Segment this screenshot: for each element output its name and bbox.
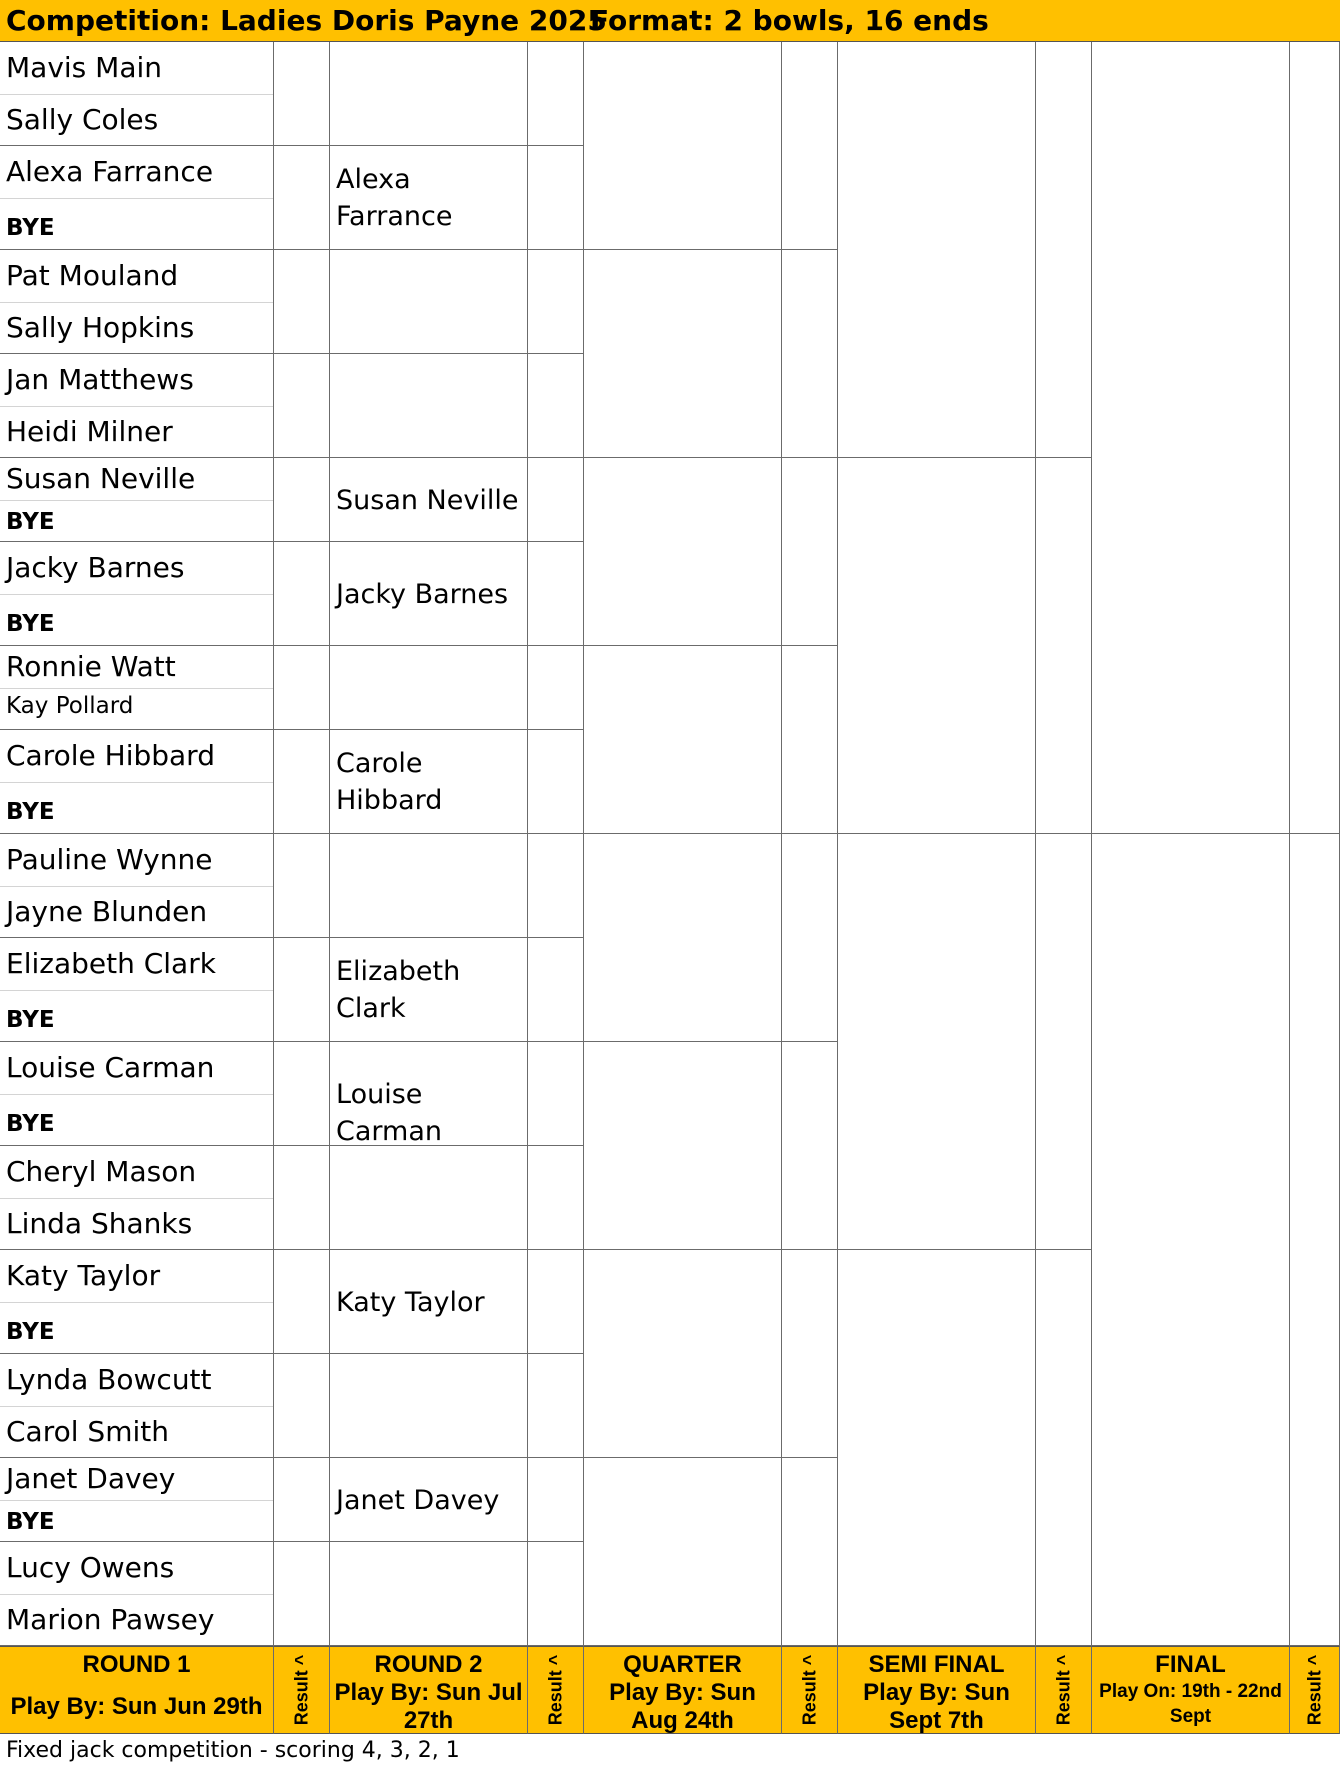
- semi-deadline: Play By: Sun: [863, 1679, 1010, 1706]
- r2-result-cell: [528, 1250, 584, 1354]
- bye-slot: BYE: [6, 1007, 55, 1033]
- quarter-footer: [584, 1646, 782, 1734]
- r2-result-cell: [528, 1354, 584, 1458]
- r1-result-cell: [274, 1542, 330, 1646]
- competition-title: Competition: Ladies Doris Payne 2025: [6, 4, 607, 37]
- r1-result-cell: [274, 250, 330, 354]
- round2-player-name: Susan Neville: [336, 484, 519, 516]
- r2-result-cell: [528, 458, 584, 542]
- final-name-cell: [1092, 834, 1290, 1646]
- r1-result-cell: [274, 354, 330, 458]
- player-name: Louise Carman: [6, 1051, 215, 1084]
- player-name: Cheryl Mason: [6, 1155, 197, 1188]
- r1-result-cell: [274, 458, 330, 542]
- r1-result-cell: [274, 42, 330, 146]
- final-result-label: Result ^: [1290, 1646, 1340, 1734]
- r2-result-cell: [528, 250, 584, 354]
- round2-player-name: Jacky Barnes: [336, 578, 509, 610]
- r2-name-cell: [330, 1354, 528, 1458]
- quarter-deadline: Play By: Sun: [609, 1679, 756, 1706]
- r2-result-cell: [528, 1146, 584, 1250]
- r2-result-cell: [528, 354, 584, 458]
- r1-result-cell: [274, 834, 330, 938]
- r2-result-cell: [528, 1458, 584, 1542]
- player-name: Elizabeth Clark: [6, 947, 216, 980]
- final-result-cell: [1290, 834, 1340, 1646]
- r2-result-cell: [528, 146, 584, 250]
- r1-result-cell: [274, 1042, 330, 1146]
- quarter-title: QUARTER: [623, 1651, 742, 1678]
- quarter-name-cell: [584, 1250, 782, 1458]
- player-name: Lynda Bowcutt: [6, 1363, 212, 1396]
- competition-header: [0, 0, 1340, 42]
- bye-slot: BYE: [6, 611, 55, 637]
- r2-name-cell: [330, 1542, 528, 1646]
- semi-deadline-date: Sept 7th: [889, 1707, 984, 1734]
- quarter-name-cell: [584, 458, 782, 646]
- player-name: Jacky Barnes: [6, 551, 185, 584]
- player-name: Carole Hibbard: [6, 739, 215, 772]
- round2-player-name: Carole Hibbard: [336, 748, 443, 816]
- final-dates-month: Sept: [1169, 1706, 1212, 1727]
- bye-slot: BYE: [6, 1509, 55, 1535]
- final-name-cell: [1092, 42, 1290, 834]
- player-name: Mavis Main: [6, 51, 162, 84]
- final-dates: Play On: 19th - 22nd: [1099, 1681, 1282, 1702]
- semi-result-cell: [1036, 1250, 1092, 1646]
- player-name: Alexa Farrance: [6, 155, 214, 188]
- player-name: Sally Coles: [6, 103, 159, 136]
- r2-result-cell: [528, 730, 584, 834]
- bye-slot: BYE: [6, 799, 55, 825]
- r1-result-cell: [274, 1354, 330, 1458]
- semi-result-cell: [1036, 458, 1092, 834]
- r2-result-cell: [528, 1042, 584, 1146]
- player-name: Pat Mouland: [6, 259, 179, 292]
- quarter-result-cell: [782, 250, 838, 458]
- round1-result-label: Result ^: [274, 1646, 330, 1734]
- round2-footer: [330, 1646, 528, 1734]
- quarter-deadline-date: Aug 24th: [631, 1707, 734, 1734]
- round2-player-name: Alexa Farrance: [336, 164, 453, 232]
- round2-player-name: Louise Carman: [336, 1078, 442, 1147]
- quarter-result-cell: [782, 1458, 838, 1646]
- bye-slot: BYE: [6, 509, 55, 535]
- player-name: Jayne Blunden: [6, 895, 208, 928]
- r2-result-cell: [528, 938, 584, 1042]
- semi-footer: [838, 1646, 1036, 1734]
- competition-format: Format: 2 bowls, 16 ends: [590, 4, 989, 37]
- player-name: Heidi Milner: [6, 415, 173, 448]
- round2-player-name: Janet Davey: [336, 1484, 500, 1516]
- player-name: Susan Neville: [6, 462, 196, 495]
- round2-title: ROUND 2: [374, 1651, 483, 1678]
- r2-result-cell: [528, 834, 584, 938]
- player-name: Jan Matthews: [6, 363, 194, 396]
- r2-name-cell: [330, 250, 528, 354]
- player-name: Katy Taylor: [6, 1259, 161, 1292]
- r2-name-cell: [330, 354, 528, 458]
- quarter-result-cell: [782, 458, 838, 646]
- round2-deadline-date: 27th: [403, 1707, 454, 1734]
- final-title: FINAL: [1155, 1651, 1226, 1678]
- r2-name-cell: [330, 834, 528, 938]
- r2-name-cell: [330, 1146, 528, 1250]
- round2-player-name: Elizabeth Clark: [336, 956, 461, 1024]
- r1-result-cell: [274, 938, 330, 1042]
- semi-name-cell: [838, 1250, 1036, 1646]
- round2-result-label: Result ^: [528, 1646, 584, 1734]
- r1-result-cell: [274, 1458, 330, 1542]
- quarter-result-cell: [782, 42, 838, 250]
- final-result-cell: [1290, 42, 1340, 834]
- bye-slot: BYE: [6, 1111, 55, 1137]
- quarter-name-cell: [584, 1042, 782, 1250]
- round1-title: ROUND 1: [82, 1651, 191, 1678]
- r2-result-cell: [528, 646, 584, 730]
- r2-name-cell: [330, 42, 528, 146]
- player-name: Carol Smith: [6, 1415, 169, 1448]
- player-name: Linda Shanks: [6, 1207, 193, 1240]
- quarter-result-cell: [782, 1250, 838, 1458]
- bye-slot: BYE: [6, 1319, 55, 1345]
- r2-name-cell: [330, 646, 528, 730]
- round2-player-name: Katy Taylor: [336, 1286, 485, 1318]
- round2-deadline: Play By: Sun Jul: [334, 1679, 523, 1706]
- quarter-result-cell: [782, 646, 838, 834]
- quarter-name-cell: [584, 250, 782, 458]
- quarter-name-cell: [584, 834, 782, 1042]
- r1-result-cell: [274, 1250, 330, 1354]
- scoring-note: Fixed jack competition - scoring 4, 3, 2, 1: [6, 1738, 460, 1763]
- quarter-name-cell: [584, 42, 782, 250]
- final-footer: [1092, 1646, 1290, 1734]
- player-name: Lucy Owens: [6, 1551, 175, 1584]
- player-name: Ronnie Watt: [6, 650, 176, 683]
- quarter-result-cell: [782, 1042, 838, 1250]
- semi-name-cell: [838, 834, 1036, 1250]
- player-name: Pauline Wynne: [6, 843, 213, 876]
- r2-result-cell: [528, 1542, 584, 1646]
- round1-footer: [0, 1646, 274, 1734]
- r1-result-cell: [274, 146, 330, 250]
- r2-result-cell: [528, 542, 584, 646]
- semi-result-cell: [1036, 42, 1092, 458]
- r1-result-cell: [274, 1146, 330, 1250]
- quarter-name-cell: [584, 1458, 782, 1646]
- player-name: Janet Davey: [6, 1462, 176, 1495]
- semi-result-cell: [1036, 834, 1092, 1250]
- r1-result-cell: [274, 646, 330, 730]
- bye-slot: BYE: [6, 215, 55, 241]
- quarter-result-label: Result ^: [782, 1646, 838, 1734]
- semi-name-cell: [838, 458, 1036, 834]
- semi-title: SEMI FINAL: [868, 1651, 1005, 1678]
- player-name: Marion Pawsey: [6, 1603, 215, 1636]
- semi-name-cell: [838, 42, 1036, 458]
- r2-result-cell: [528, 42, 584, 146]
- r1-result-cell: [274, 730, 330, 834]
- quarter-result-cell: [782, 834, 838, 1042]
- round1-deadline: Play By: Sun Jun 29th: [10, 1693, 263, 1720]
- quarter-name-cell: [584, 646, 782, 834]
- semi-result-label: Result ^: [1036, 1646, 1092, 1734]
- r1-result-cell: [274, 542, 330, 646]
- player-name: Kay Pollard: [6, 693, 134, 719]
- player-name: Sally Hopkins: [6, 311, 195, 344]
